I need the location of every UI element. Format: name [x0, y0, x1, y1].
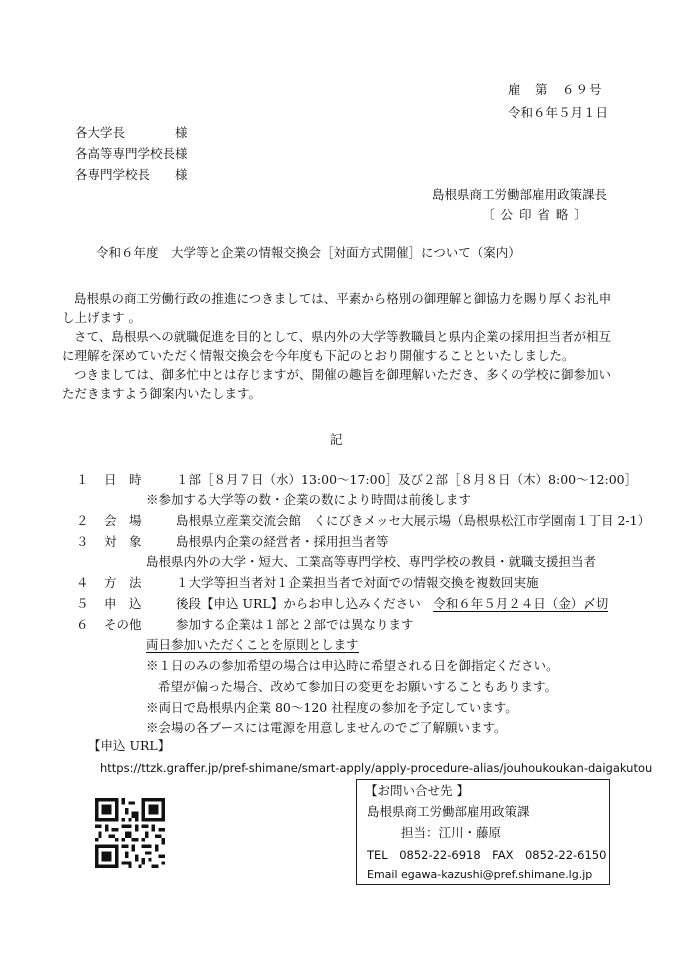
sender-department: 島根県商工労働部雇用政策課長: [432, 187, 608, 202]
document-date: 令和６年５月１日: [508, 105, 609, 120]
document-number: 雇 第 ６９号: [508, 82, 603, 97]
apply-url-link[interactable]: https://ttzk.graffer.jp/pref-shimane/smart-apply/apply-procedure-alias/jouhoukoukan-daigakutou: [100, 761, 653, 775]
body-paragraph: さて、島根県への就職促進を目的として、県内外の大学等教職員と県内企業の採用担当者が相互に理解を深めていただく情報交換会を今年度も下記のとおり開催することといたしました。: [62, 329, 612, 363]
application-deadline: 令和６年５月２４日（金）〆切: [433, 596, 609, 611]
ki-heading: 記: [330, 432, 343, 447]
item-target-sub: 島根県内外の大学・短大、工業高等専門学校、専門学校の教員・就職支援担当者: [146, 554, 597, 569]
body-text: [62, 289, 622, 403]
item-other-note: ※会場の各ブースには電源を用意しませんのでご了解願います。: [146, 720, 507, 735]
contact-box: [356, 779, 610, 885]
contact-email[interactable]: Email egawa-kazushi@pref.shimane.lg.jp: [367, 868, 593, 881]
official-seal-omitted: 〔 公 印 省 略 〕: [482, 207, 588, 222]
item-datetime: １ 日 時 １部［８月７日（水）13:00～17:00］及び２部［８月８日（木）8:00～12:00］: [76, 472, 638, 487]
item-other: ６ その他 参加する企業は１部と２部では異なります: [76, 617, 414, 632]
item-venue: ２ 会 場 島根県立産業交流会館 くにびきメッセ大展示場（島根県松江市学園南１丁目 2-1）: [76, 513, 651, 528]
item-application: ５ 申 込 後段【申込 URL】からお申し込みください 令和６年５月２４日（金）〆切: [76, 596, 609, 611]
item-datetime-note: ※参加する大学等の数・企業の数により時間は前後します: [146, 492, 472, 507]
item-other-note: ※１日のみの参加希望の場合は申込時に希望される日を御指定ください。: [146, 658, 559, 673]
contact-phone-fax: TEL 0852-22-6918 FAX 0852-22-6150: [367, 848, 607, 862]
item-other-note: ※両日で島根県内企業 80～120 社程度の参加を予定しています。: [146, 700, 518, 715]
body-paragraph: つきましては、御多忙中とは存じますが、開催の趣旨を御理解いただき、多くの学校に御参加いただきますよう御案内いたします。: [62, 367, 612, 401]
item-other-note: 両日参加いただくことを原則とします: [146, 637, 359, 652]
item-other-note: 希望が偏った場合、改めて参加日の変更をお願いすることもあります。: [158, 679, 558, 694]
document-title: 令和６年度 大学等と企業の情報交換会［対面方式開催］について（案内）: [96, 245, 521, 260]
contact-heading: 【お問い合せ先 】: [365, 783, 469, 798]
qr-code-icon[interactable]: [95, 798, 165, 868]
apply-url-heading: 【申込 URL】: [88, 738, 171, 753]
addressee-technical-college: 各高等専門学校長様: [75, 146, 188, 161]
item-target: ３ 対 象 島根県内企業の経営者・採用担当者等: [76, 534, 389, 549]
item-method: ４ 方 法 １大学等担当者対１企業担当者で対面での情報交換を複数回実施: [76, 575, 539, 590]
addressee-university: 各大学長 様: [75, 125, 188, 140]
addressee-vocational-school: 各専門学校長 様: [75, 167, 188, 182]
contact-person: 担当：江川・藤原: [401, 825, 502, 840]
body-paragraph: 島根県の商工労働行政の推進につきましては、平素から格別の御理解と御協力を賜り厚くお礼申し上げます 。: [62, 291, 612, 325]
contact-department: 島根県商工労働部雇用政策課: [367, 804, 530, 819]
